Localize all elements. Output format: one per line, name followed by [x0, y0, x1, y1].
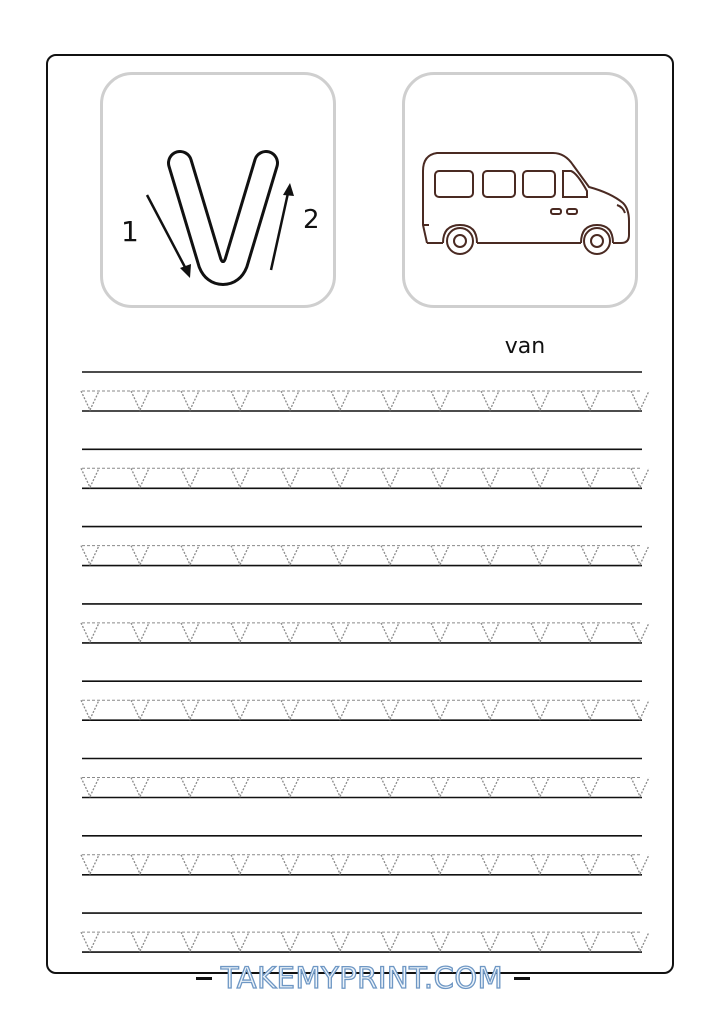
trace-letter-v — [81, 546, 99, 565]
trace-letter-v — [81, 391, 99, 410]
trace-letter-v — [131, 468, 149, 487]
trace-letter-v — [231, 468, 249, 487]
trace-letter-v — [81, 623, 99, 642]
trace-letter-v — [181, 468, 199, 487]
trace-letter-v — [131, 546, 149, 565]
trace-letter-v — [131, 391, 149, 410]
trace-letter-v — [481, 932, 499, 951]
trace-letter-v — [431, 623, 449, 642]
stroke-label-1: 1 — [121, 215, 139, 248]
trace-letter-v — [581, 468, 599, 487]
trace-letter-v — [581, 855, 599, 874]
trace-letter-v — [581, 623, 599, 642]
trace-letter-v — [431, 778, 449, 797]
trace-letter-v — [581, 778, 599, 797]
trace-letter-v — [131, 778, 149, 797]
trace-letter-v — [81, 932, 99, 951]
trace-letter-v — [381, 468, 399, 487]
trace-letter-v — [181, 391, 199, 410]
trace-letter-v — [281, 700, 299, 719]
trace-letter-v — [481, 855, 499, 874]
trace-letter-v — [481, 546, 499, 565]
trace-letter-v — [531, 468, 549, 487]
footer-divider-right — [514, 977, 530, 980]
trace-letter-v — [181, 546, 199, 565]
trace-letter-v — [481, 778, 499, 797]
trace-letter-v — [631, 623, 649, 642]
trace-letter-v — [481, 468, 499, 487]
trace-letter-v — [331, 546, 349, 565]
trace-letter-v — [331, 855, 349, 874]
trace-letter-v — [131, 932, 149, 951]
trace-letter-v — [431, 700, 449, 719]
trace-letter-v — [531, 546, 549, 565]
trace-letter-v — [431, 855, 449, 874]
trace-letter-v — [181, 700, 199, 719]
trace-letter-v — [281, 546, 299, 565]
trace-letter-v — [281, 468, 299, 487]
trace-letter-v — [81, 778, 99, 797]
trace-letter-v — [181, 855, 199, 874]
trace-letter-v — [131, 700, 149, 719]
trace-letter-v — [431, 932, 449, 951]
word-label: van — [504, 334, 546, 359]
trace-letter-v — [531, 932, 549, 951]
trace-letter-v — [381, 932, 399, 951]
stroke-label-2: 2 — [303, 205, 320, 235]
trace-letter-v — [81, 855, 99, 874]
trace-letter-v — [381, 546, 399, 565]
trace-letter-v — [131, 623, 149, 642]
trace-letter-v — [331, 778, 349, 797]
footer-brand: TAKEMYPRINT.COM — [220, 961, 504, 995]
trace-letter-v — [281, 778, 299, 797]
trace-letter-v — [481, 623, 499, 642]
trace-letter-v — [231, 700, 249, 719]
trace-letter-v — [631, 546, 649, 565]
trace-letter-v — [481, 700, 499, 719]
trace-letter-v — [631, 855, 649, 874]
trace-letter-v — [181, 623, 199, 642]
trace-letter-v — [331, 700, 349, 719]
trace-letter-v — [181, 778, 199, 797]
trace-letter-v — [81, 700, 99, 719]
footer — [0, 958, 724, 998]
trace-letter-v — [431, 468, 449, 487]
trace-letter-v — [531, 855, 549, 874]
trace-letter-v — [281, 855, 299, 874]
trace-letter-v — [431, 546, 449, 565]
trace-letter-v — [331, 391, 349, 410]
trace-letter-v — [231, 778, 249, 797]
trace-letter-v — [231, 855, 249, 874]
trace-letter-v — [381, 700, 399, 719]
trace-letter-v — [531, 778, 549, 797]
trace-letter-v — [581, 700, 599, 719]
trace-letter-v — [481, 391, 499, 410]
trace-letter-v — [631, 932, 649, 951]
trace-letter-v — [581, 932, 599, 951]
trace-letter-v — [531, 700, 549, 719]
trace-letter-v — [531, 391, 549, 410]
trace-letter-v — [631, 391, 649, 410]
trace-letter-v — [281, 623, 299, 642]
trace-letter-v — [81, 468, 99, 487]
trace-letter-v — [231, 623, 249, 642]
trace-letter-v — [331, 468, 349, 487]
trace-letter-v — [381, 855, 399, 874]
trace-letter-v — [331, 932, 349, 951]
trace-letter-v — [581, 391, 599, 410]
trace-letter-v — [531, 623, 549, 642]
trace-letter-v — [381, 778, 399, 797]
trace-letter-v — [431, 391, 449, 410]
trace-letter-v — [631, 468, 649, 487]
trace-letter-v — [631, 778, 649, 797]
trace-letter-v — [581, 546, 599, 565]
trace-letter-v — [281, 932, 299, 951]
trace-letter-v — [231, 932, 249, 951]
trace-letter-v — [181, 932, 199, 951]
trace-letter-v — [231, 546, 249, 565]
trace-letter-v — [231, 391, 249, 410]
trace-letter-v — [331, 623, 349, 642]
trace-letter-v — [631, 700, 649, 719]
trace-letter-v — [281, 391, 299, 410]
trace-letter-v — [131, 855, 149, 874]
trace-letter-v — [381, 391, 399, 410]
trace-letter-v — [381, 623, 399, 642]
